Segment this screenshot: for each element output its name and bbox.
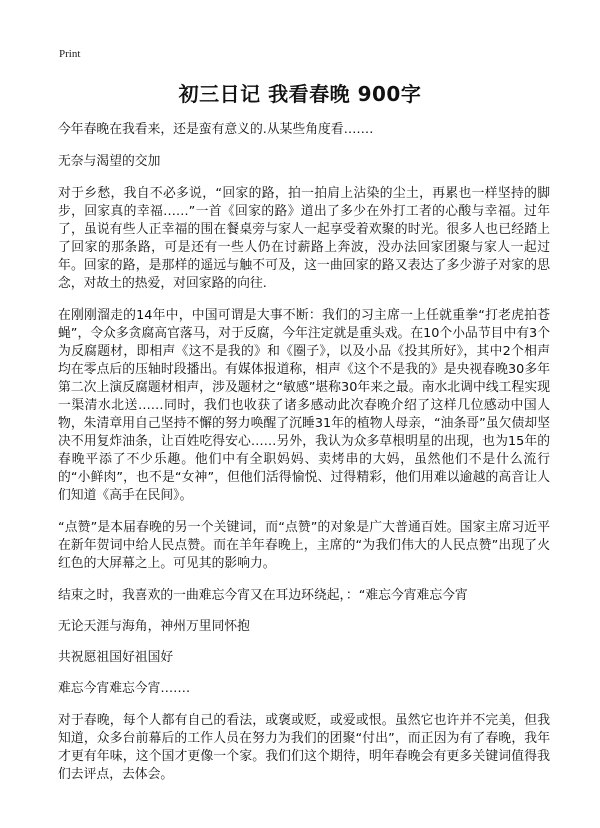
paragraph-like: “点赞”是本届春晚的另一个关键词，而“点赞”的对象是广大普通百姓。国家主席习近平在新年贺词中给人民点赞。而在羊年春晚上，主席的“为我们伟大的人民点赞”出现了火红色的大屏幕之上。可见其的影响力。 [58, 520, 550, 571]
paragraph-lyric-2: 共祝愿祖国好祖国好 [58, 650, 174, 665]
paragraph-lyric-1: 无论天涯与海角，神州万里同怀抱 [58, 619, 250, 634]
paragraph-homesick: 对于乡愁，我自不必多说，“回家的路，拍一拍肩上沾染的尘土，再累也一样坚持的脚步，回家真的幸福……”一首《回家的路》道出了多少在外打工者的心酸与幸福。过年了，虽说有些人正幸福的围在餐桌旁与家人一起享受着欢聚的时光。很多人也已经踏上了回家的那条路，可是还有一些人仍在讨薪路上奔波，没办法回家团聚与家人一起过年。回家的路，是那样的遥远与触不可及，这一曲回家的路又表达了多少游子对家的思念，对故土的热爱，对回家路的向往. [58, 186, 550, 291]
print-link[interactable]: Print [59, 48, 81, 60]
paragraph-subheading: 无奈与渴望的交加 [58, 154, 161, 169]
paragraph-conclusion: 对于春晚，每个人都有自己的看法，或褒或贬，或爱或恨。虽然它也许并不完美，但我知道，众多台前幕后的工作人员在努力为我们的团聚“付出”，而正因为有了春晚，我年才更有年味，这个国才更像一个家。我们们这个期待，明年春晚会有更多关键词值得我们去评点，去体会。 [58, 713, 550, 782]
page-title: 初三日记 我看春晚 900字 [178, 82, 422, 106]
paragraph-year-review: 在刚刚溜走的14年中，中国可谓是大事不断：我们的习主席一上任就重拳“打老虎拍苍蝇”，令众多贪腐高官落马，对于反腐，今年注定就是重头戏。在10个小品节目中有3个为反腐题材，即相声《这不是我的》和《圈子》，以及小品《投其所好》，其中2个相声均在零点后的压轴时段播出。有媒体报道称，相声《这个不是我的》是央视春晚30多年第二次上演反腐题材相声，涉及题材之“敏感”堪称30年来之最。南水北调中线工程实现一渠清水北送……同时，我们也收获了诸多感动此次春晚介绍了这样几位感动中国人物，朱清章用自己坚持不懈的努力唤醒了沉睡31年的植物人母亲，“油条哥”虽欠债却坚决不用复炸油条，让百姓吃得安心……另外，我认为众多草根明星的出现，也为15年的春晚平添了不少乐趣。他们中有全职妈妈、卖烤串的大妈，虽然他们不是什么流行的“小鲜肉”，也不是“女神”，但他们活得愉悦、过得精彩，他们用难以逾越的高音让人们知道《高手在民间》。 [58, 308, 550, 503]
article-body [58, 121, 550, 798]
paragraph-ending-song: 结束之时，我喜欢的一曲难忘今宵又在耳边环绕起，：“难忘今宵难忘今宵 [58, 588, 468, 603]
paragraph-intro: 今年春晚在我看来，还是蛮有意义的.从某些角度看……. [58, 122, 374, 137]
paragraph-lyric-3: 难忘今宵难忘今宵……. [58, 681, 191, 696]
